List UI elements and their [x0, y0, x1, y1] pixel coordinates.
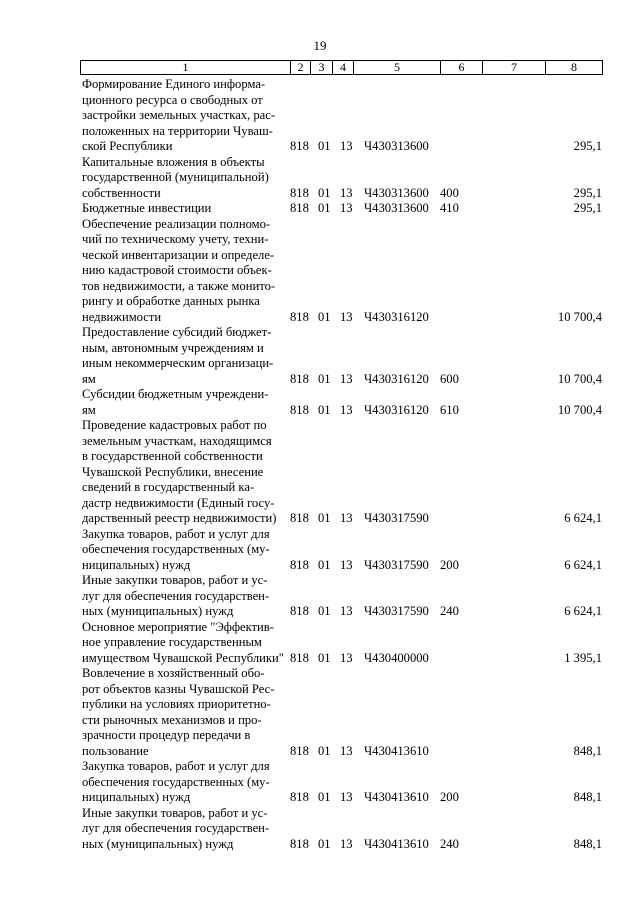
row-name-line: недвижимости — [82, 309, 162, 324]
row-name-line: обеспечения государственных (му- — [82, 542, 270, 556]
header-col-6: 6 — [458, 60, 465, 74]
code-section: 01 — [318, 557, 331, 572]
row-name — [82, 387, 285, 418]
amount: 10 700,4 — [557, 309, 602, 324]
code-expense-type: 410 — [440, 201, 459, 215]
code-subsection: 13 — [340, 650, 353, 665]
header-col-3: 3 — [318, 60, 325, 74]
code-ministry: 818 — [290, 511, 309, 525]
table-row — [0, 527, 640, 574]
row-name — [82, 527, 285, 574]
code-subsection: 13 — [340, 604, 353, 618]
code-target-article: Ч430413610 — [364, 743, 429, 758]
code-section: 01 — [318, 650, 331, 665]
code-ministry: 818 — [290, 604, 309, 618]
row-name-line: ное управление государственным — [82, 635, 262, 649]
code-target-article: Ч430316120 — [364, 309, 429, 324]
row-name-line: ской Республики — [82, 139, 173, 153]
row-name-line: ционного ресурса о свободных от — [82, 92, 263, 107]
row-name-line: Субсидии бюджетным учреждени- — [82, 387, 269, 401]
row-name-line: рингу и обработке данных рынка — [82, 294, 260, 308]
header-col-7: 7 — [511, 60, 517, 74]
code-subsection: 13 — [340, 790, 353, 804]
code-target-article: Ч430413610 — [364, 836, 429, 851]
code-target-article: Ч430316120 — [364, 402, 429, 417]
amount: 6 624,1 — [564, 557, 602, 572]
code-expense-type: 200 — [440, 790, 459, 804]
code-expense-type: 610 — [440, 402, 459, 417]
code-subsection: 13 — [340, 185, 353, 200]
code-section: 01 — [318, 836, 331, 851]
code-ministry: 818 — [290, 185, 309, 200]
code-subsection: 13 — [340, 139, 353, 153]
code-ministry: 818 — [290, 650, 309, 665]
row-name-line: ям — [82, 371, 96, 386]
row-name-line: собственности — [82, 185, 161, 200]
code-ministry: 818 — [290, 836, 309, 851]
row-name-line: Чувашской Республики, внесение — [82, 464, 264, 479]
row-name-line: положенных на территории Чуваш- — [82, 123, 273, 138]
code-section: 01 — [318, 790, 331, 804]
row-name-line: государственной (муниципальной) — [82, 170, 269, 184]
amount: 10 700,4 — [557, 371, 602, 386]
code-ministry: 818 — [290, 790, 309, 804]
row-name — [82, 325, 285, 387]
code-ministry: 818 — [290, 371, 309, 386]
header-col-5: 5 — [394, 60, 400, 74]
code-section: 01 — [318, 743, 331, 758]
row-name — [82, 201, 285, 217]
table-row — [0, 418, 640, 527]
code-ministry: 818 — [290, 201, 309, 215]
code-section: 01 — [318, 604, 331, 618]
row-name-line: ниципальных) нужд — [82, 557, 191, 572]
row-name-line: пользование — [82, 743, 149, 758]
row-name-line: Формирование Единого информа- — [82, 77, 266, 91]
code-subsection: 13 — [340, 201, 353, 215]
code-target-article: Ч430317590 — [364, 511, 429, 525]
row-name-line: Иные закупки товаров, работ и ус- — [82, 805, 268, 820]
row-name-line: ям — [82, 402, 96, 417]
code-target-article: Ч430317590 — [364, 604, 429, 618]
row-name-line: сти рыночных механизмов и про- — [82, 712, 262, 727]
amount: 6 624,1 — [564, 604, 602, 618]
table-header — [80, 60, 603, 75]
row-name-line: ниципальных) нужд — [82, 790, 191, 804]
row-name-line: ческой инвентаризации и определе- — [82, 247, 275, 262]
code-target-article: Ч430317590 — [364, 557, 429, 572]
code-subsection: 13 — [340, 511, 353, 525]
row-name-line: зрачности процедур передачи в — [82, 728, 251, 742]
code-section: 01 — [318, 201, 331, 215]
row-name — [82, 806, 285, 853]
row-name-line: обеспечения государственных (му- — [82, 774, 270, 789]
row-name-line: земельным участкам, находящимся — [82, 433, 272, 448]
code-target-article: Ч430313600 — [364, 139, 429, 153]
header-col-1: 1 — [182, 60, 189, 74]
table-row — [0, 573, 640, 620]
row-name-line: Предоставление субсидий бюджет- — [82, 325, 272, 339]
row-name-line: имуществом Чувашской Республики" — [82, 650, 284, 665]
row-name-line: Вовлечение в хозяйственный обо- — [82, 666, 265, 680]
amount: 295,1 — [573, 201, 602, 215]
table-row — [0, 806, 640, 853]
row-name-line: публики на условиях приоритетно- — [82, 697, 271, 711]
code-ministry: 818 — [290, 743, 309, 758]
amount: 848,1 — [573, 790, 602, 804]
header-col-8: 8 — [571, 60, 577, 74]
row-name — [82, 666, 285, 759]
header-col-2: 2 — [297, 60, 304, 74]
row-name-line: тов недвижимости, а также монито- — [82, 278, 276, 293]
code-target-article: Ч430316120 — [364, 371, 429, 386]
page-number: 19 — [313, 38, 327, 53]
amount: 295,1 — [573, 139, 602, 153]
row-name — [82, 573, 285, 620]
table-row — [0, 155, 640, 202]
row-name-line: Закупка товаров, работ и услуг для — [82, 759, 270, 773]
code-subsection: 13 — [340, 402, 353, 417]
row-name-line: застройки земельных участках, рас- — [82, 108, 276, 122]
row-name — [82, 759, 285, 806]
code-subsection: 13 — [340, 836, 353, 851]
code-target-article: Ч430413610 — [364, 790, 429, 804]
code-section: 01 — [318, 309, 331, 324]
code-ministry: 818 — [290, 557, 309, 572]
budget-table-body — [0, 77, 640, 852]
row-name — [82, 620, 285, 667]
code-target-article: Ч430313600 — [364, 201, 429, 215]
table-row — [0, 666, 640, 759]
amount: 295,1 — [573, 185, 602, 200]
code-expense-type: 200 — [440, 557, 459, 572]
code-ministry: 818 — [290, 309, 309, 324]
row-name-line: ным, автономным учреждениям и — [82, 340, 264, 355]
row-name-line: в государственной собственности — [82, 449, 263, 463]
row-name-line: ных (муниципальных) нужд — [82, 836, 234, 851]
table-row — [0, 759, 640, 806]
row-name-line: Закупка товаров, работ и услуг для — [82, 526, 270, 541]
row-name — [82, 217, 285, 326]
table-row — [0, 387, 640, 418]
row-name-line: Бюджетные инвестиции — [82, 201, 212, 215]
code-section: 01 — [318, 139, 331, 153]
row-name-line: нию кадастровой стоимости объек- — [82, 263, 272, 277]
code-expense-type: 240 — [440, 604, 459, 618]
code-section: 01 — [318, 402, 331, 417]
row-name-line: луг для обеспечения государствен- — [82, 821, 270, 835]
row-name-line: дарственный реестр недвижимости) — [82, 511, 277, 525]
code-subsection: 13 — [340, 371, 353, 386]
row-name — [82, 418, 285, 527]
code-subsection: 13 — [340, 309, 353, 324]
table-row — [0, 77, 640, 155]
amount: 848,1 — [573, 836, 602, 851]
row-name-line: чий по техническому учету, техни- — [82, 232, 269, 246]
code-section: 01 — [318, 371, 331, 386]
row-name — [82, 77, 285, 155]
row-name-line: сведений в государственный ка- — [82, 480, 255, 494]
code-section: 01 — [318, 511, 331, 525]
row-name-line: рот объектов казны Чувашской Рес- — [82, 681, 275, 696]
table-row — [0, 201, 640, 217]
code-expense-type: 600 — [440, 371, 459, 386]
row-name-line: Капитальные вложения в объекты — [82, 154, 265, 169]
row-name-line: иным некоммерческим организаци- — [82, 356, 274, 370]
row-name-line: Обеспечение реализации полномо- — [82, 216, 271, 231]
code-expense-type: 240 — [440, 836, 459, 851]
code-ministry: 818 — [290, 402, 309, 417]
table-row — [0, 325, 640, 387]
code-ministry: 818 — [290, 139, 309, 153]
row-name-line: Иные закупки товаров, работ и ус- — [82, 573, 268, 587]
amount: 848,1 — [573, 743, 602, 758]
row-name-line: луг для обеспечения государствен- — [82, 588, 270, 603]
code-subsection: 13 — [340, 557, 353, 572]
code-subsection: 13 — [340, 743, 353, 758]
header-col-4: 4 — [340, 60, 346, 74]
row-name — [82, 155, 285, 202]
code-target-article: Ч430400000 — [364, 650, 429, 665]
row-name-line: Основное мероприятие "Эффектив- — [82, 619, 274, 634]
table-row — [0, 620, 640, 667]
row-name-line: Проведение кадастровых работ по — [82, 418, 267, 432]
row-name-line: дастр недвижимости (Единый госу- — [82, 495, 275, 510]
amount: 1 395,1 — [564, 650, 602, 665]
table-row — [0, 217, 640, 326]
row-name-line: ных (муниципальных) нужд — [82, 604, 234, 618]
code-expense-type: 400 — [440, 185, 459, 200]
amount: 10 700,4 — [557, 402, 602, 417]
code-section: 01 — [318, 185, 331, 200]
amount: 6 624,1 — [564, 511, 602, 525]
code-target-article: Ч430313600 — [364, 185, 429, 200]
